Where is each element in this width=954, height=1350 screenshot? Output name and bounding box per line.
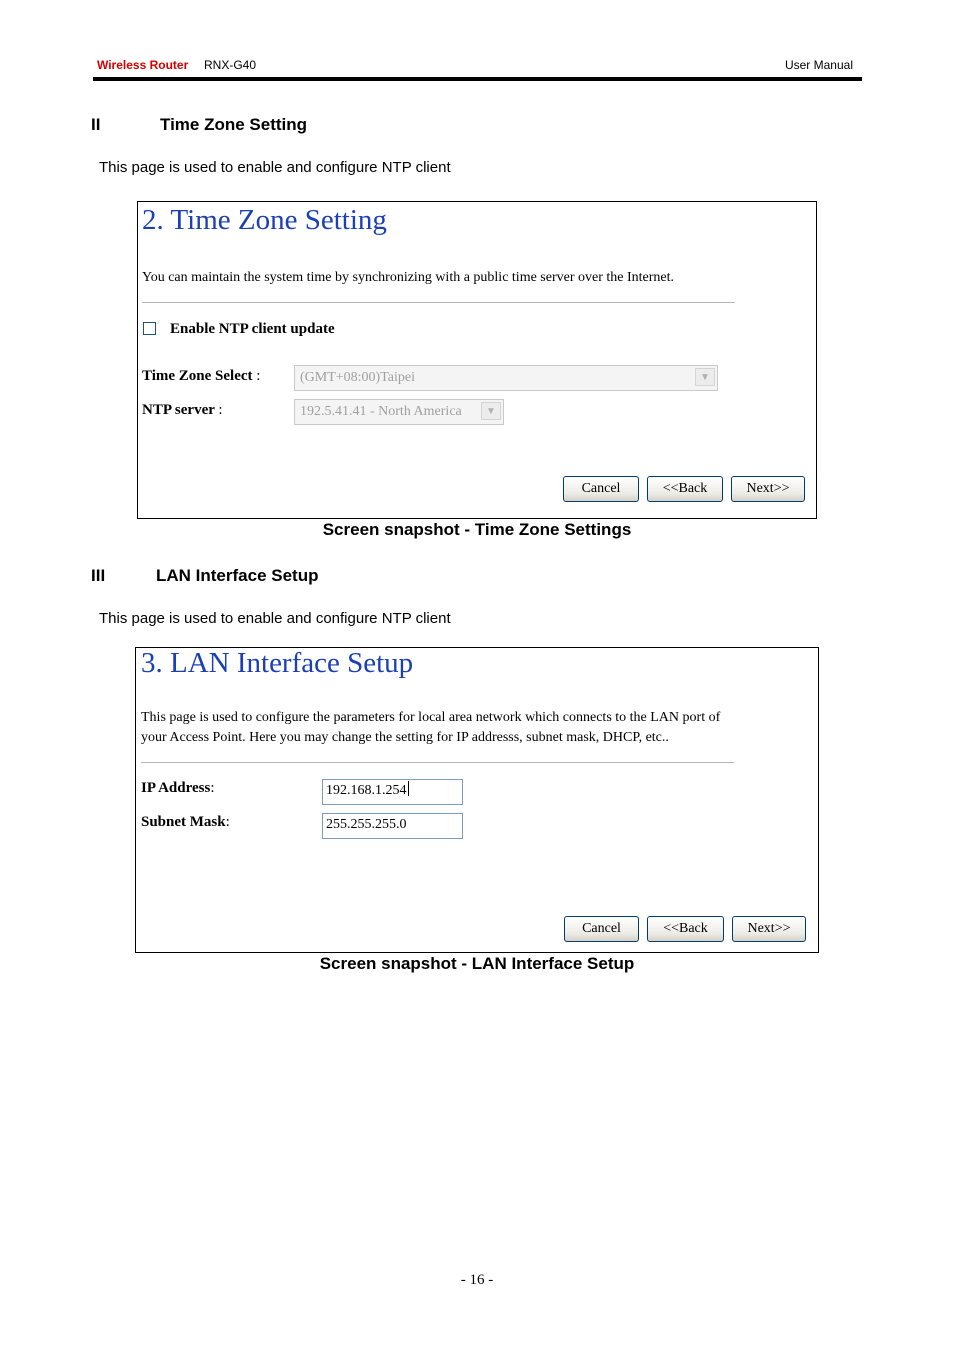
text-caret: [408, 781, 409, 796]
lan-interface-description-line-1: This page is used to configure the parameters for local area network which connects to the LAN port of: [141, 710, 721, 725]
time-zone-divider: [142, 302, 735, 304]
ntp-server-select-value: 192.5.41.41 - North America: [300, 404, 462, 419]
lan-interface-panel: [135, 647, 819, 953]
ip-address-label: [141, 780, 215, 797]
section-3-intro: This page is used to enable and configure NTP client: [99, 610, 451, 627]
back-button[interactable]: <<Back: [647, 476, 723, 502]
ip-address-label-colon: :: [210, 780, 215, 796]
page-number: - 16 -: [460, 1272, 494, 1288]
time-zone-caption: Screen snapshot - Time Zone Settings: [322, 520, 632, 539]
section-3-title: LAN Interface Setup: [156, 566, 319, 585]
header-doc-type: User Manual: [784, 58, 853, 72]
ntp-client-checkbox-label: Enable NTP client update: [170, 321, 335, 337]
ip-address-value: 192.168.1.254: [326, 783, 407, 798]
timezone-select-label: [142, 368, 260, 385]
next-button[interactable]: Next>>: [731, 476, 805, 502]
time-zone-panel-title: 2. Time Zone Setting: [142, 204, 387, 236]
lan-interface-divider: [141, 762, 734, 764]
ntp-server-label: [142, 402, 223, 419]
chevron-down-icon[interactable]: ▼: [481, 402, 501, 420]
ntp-server-select[interactable]: [294, 399, 504, 425]
cancel-button[interactable]: Cancel: [563, 476, 639, 502]
section-2-intro: This page is used to enable and configure NTP client: [99, 159, 451, 176]
section-2-title: Time Zone Setting: [160, 115, 308, 134]
back-button[interactable]: <<Back: [647, 916, 724, 942]
timezone-select-value: (GMT+08:00)Taipei: [300, 370, 416, 385]
subnet-mask-label-colon: :: [225, 814, 230, 830]
timezone-select[interactable]: [294, 365, 718, 391]
timezone-select-label-colon: :: [256, 368, 261, 384]
subnet-mask-input[interactable]: [322, 813, 463, 839]
chevron-down-icon[interactable]: ▼: [695, 368, 715, 386]
ntp-server-label-colon: :: [218, 402, 223, 418]
ip-address-input[interactable]: [322, 779, 463, 805]
subnet-mask-label: [141, 814, 230, 831]
subnet-mask-value: 255.255.255.0: [326, 817, 407, 832]
timezone-select-label-text: Time Zone Select: [142, 368, 253, 384]
ip-address-label-text: IP Address: [141, 780, 211, 796]
subnet-mask-label-text: Subnet Mask: [141, 814, 226, 830]
time-zone-panel: [137, 201, 817, 519]
next-button[interactable]: Next>>: [732, 916, 806, 942]
ntp-client-checkbox[interactable]: [143, 322, 156, 335]
time-zone-panel-description: You can maintain the system time by synchronizing with a public time server over the Internet.: [142, 270, 675, 285]
section-3-number: III: [91, 566, 106, 585]
section-2-number: II: [91, 115, 101, 134]
lan-interface-panel-title: 3. LAN Interface Setup: [141, 647, 414, 679]
header-model: RNX-G40: [204, 58, 257, 72]
lan-interface-caption: Screen snapshot - LAN Interface Setup: [319, 954, 635, 973]
lan-interface-description-line-2: your Access Point. Here you may change the setting for IP addresss, subnet mask, DHCP, etc..: [141, 730, 669, 745]
cancel-button[interactable]: Cancel: [564, 916, 639, 942]
header-rule: [93, 77, 862, 81]
ntp-server-label-text: NTP server: [142, 402, 215, 418]
header-brand: Wireless Router: [97, 58, 189, 72]
